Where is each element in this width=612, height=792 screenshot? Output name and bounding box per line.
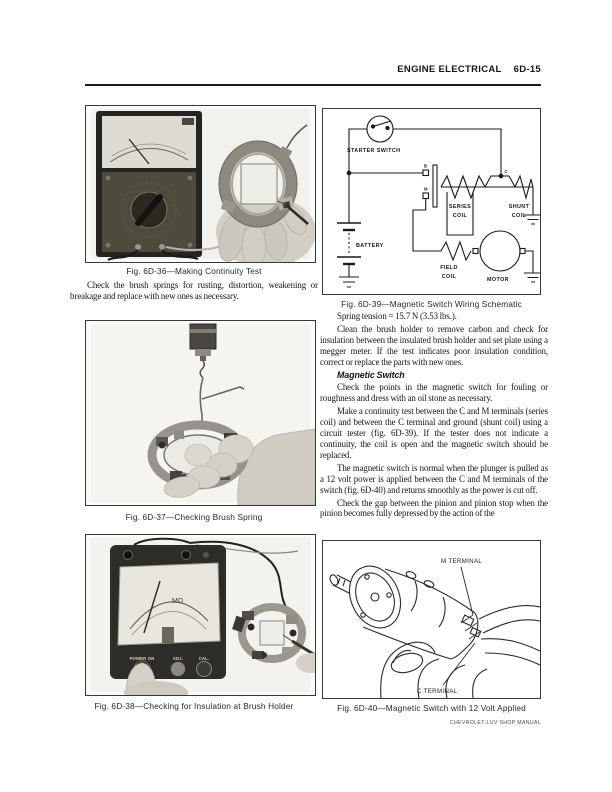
field-coil-label-2: COIL (441, 274, 457, 280)
fig40-caption: Fig. 6D-40—Magnetic Switch with 12 Volt Applied (337, 703, 526, 713)
footer-manual-name: CHEVROLET-LUV SHOP MANUAL (449, 720, 541, 726)
header-page-number: 6D-15 (513, 64, 541, 75)
para-pinion-gap: Check the gap between the pinion and pinion stop when the pinion becomes fully depressed by the action of the (320, 497, 548, 519)
cal-label: CAL. (198, 656, 210, 661)
terminal-b-label: B (424, 163, 428, 169)
meter-scale-label: MΩ (172, 598, 184, 605)
fig38-caption: Fig. 6D-38—Checking for Insulation at Brush Holder (94, 701, 294, 711)
battery-label: BATTERY (356, 243, 384, 249)
insulation-test-illustration (86, 535, 315, 695)
shunt-coil-label-2: COIL (511, 213, 527, 219)
megger-meter-illustration (110, 545, 226, 679)
m-terminal-label: M TERMINAL (441, 558, 483, 565)
magnetic-switch-heading: Magnetic Switch (337, 369, 405, 380)
left-text-block (70, 280, 318, 304)
magnetic-switch-drawing (323, 541, 540, 698)
brush-spring-illustration (86, 321, 315, 505)
figure-6d38-photo (85, 534, 316, 696)
adj-label: ADJ. (172, 656, 184, 661)
right-text-block (320, 311, 548, 521)
figure-6d40-drawing (322, 540, 541, 699)
series-coil-label-1: SERIES (448, 204, 472, 210)
wiring-schematic (323, 109, 540, 294)
figure-6d36-photo (85, 105, 316, 263)
fig39-caption: Fig. 6D-39—Magnetic Switch Wiring Schematic (341, 299, 522, 309)
para-continuity-test: Make a continuity test between the C and M terminals (series coil) and between the C terminal and ground (shunt coil) using a circuit tester (fig. 6D-39). If the tester does not indicate a continuity, the coil is open and the magnetic switch should be replaced. (320, 406, 548, 460)
fig37-caption: Fig. 6D-37—Checking Brush Spring (125, 512, 263, 522)
starter-switch-label: STARTER SWITCH (347, 148, 401, 154)
header-section-title: ENGINE ELECTRICAL (397, 64, 502, 75)
figure-6d37-photo (85, 320, 316, 506)
figure-6d39-schematic (322, 108, 541, 295)
terminal-m-label: M (424, 186, 428, 192)
motor-label: MOTOR (487, 277, 509, 283)
para-brush-springs: Check the brush springs for rusting, distortion, weakening or breakage and replace with new ones as necessary. (70, 280, 318, 301)
c-terminal-label: C TERMINAL (417, 688, 458, 695)
series-coil-label-2: COIL (452, 213, 468, 219)
para-spring-tension: Spring tension = 15.7 N (3.53 lbs.). (337, 311, 457, 321)
terminal-c-label: C (504, 169, 508, 174)
para-clean-brush-holder: Clean the brush holder to remove carbon and check for insulation between the insulated brush holder and set plate using a megger meter. If the test indicates poor insulation condition, correct or replace the parts with new ones. (320, 323, 548, 367)
field-coil-label-1: FIELD (440, 265, 458, 271)
page-header (85, 64, 541, 75)
continuity-test-illustration (86, 106, 315, 262)
power-on-label: POWER ON (129, 656, 155, 661)
header-divider (85, 84, 541, 86)
fig36-caption: Fig. 6D-36—Making Continuity Test (126, 266, 262, 276)
para-switch-normal: The magnetic switch is normal when the plunger is pulled as a 12 volt power is applied between the C and M terminals of the switch (fig. 6D-40) and returns smoothly as the power is cut off. (320, 462, 548, 495)
shunt-coil-label-1: SHUNT (508, 204, 530, 210)
para-check-points: Check the points in the magnetic switch for fouling or roughness and dress with an oil stone as necessary. (320, 382, 548, 404)
